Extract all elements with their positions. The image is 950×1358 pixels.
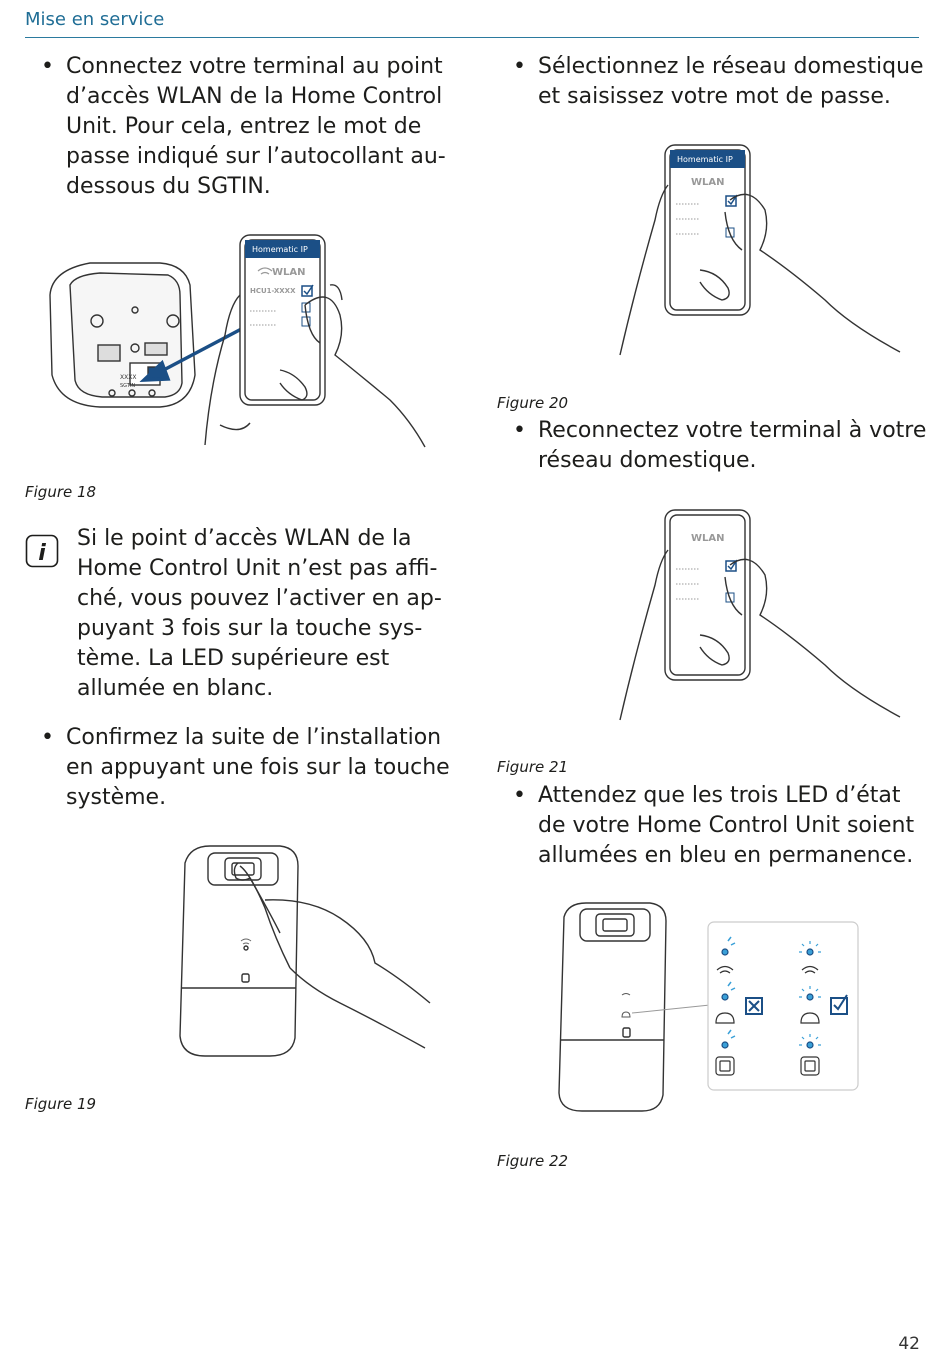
network-name: HCU1-XXXX — [250, 287, 296, 295]
instruction-reconnect — [497, 416, 927, 476]
note-text: Si le point d’accès WLAN de la Home Control Unit n’est pas affiché, vous pouvez l’activer en appuyant 3 fois sur la touche système. La LED supérieure est allumée en blanc. — [77, 526, 442, 701]
bullet-symbol: • — [513, 54, 526, 79]
figure-22-caption: Figure 22 — [497, 1152, 569, 1170]
figure-20-caption: Figure 20 — [497, 394, 569, 412]
bullet-symbol: • — [513, 418, 526, 443]
running-header — [25, 9, 919, 38]
app-title: Homematic IP — [252, 245, 308, 254]
figure-19-illustration — [170, 838, 440, 1063]
hand-illustration — [620, 185, 900, 355]
page-number: 42 — [898, 1334, 920, 1354]
smartphone — [665, 145, 750, 315]
instruction-wait-leds — [497, 781, 927, 871]
instruction-text: Reconnectez votre terminal à votre réseau domestique. — [538, 418, 927, 473]
info-icon — [25, 534, 59, 568]
wlan-label: WLAN — [691, 177, 725, 188]
hand-illustration — [620, 550, 900, 720]
instruction-confirm-installation — [25, 723, 455, 813]
figure-18-caption: Figure 18 — [25, 483, 97, 501]
instruction-text: Attendez que les trois LED d’état de votre Home Control Unit soient allumées en bleu en permanence. — [538, 783, 915, 868]
figure-20-illustration — [610, 140, 910, 360]
instruction-select-network — [497, 52, 927, 112]
svg-text:i: i — [38, 541, 46, 566]
instruction-connect-terminal — [25, 52, 455, 202]
instruction-text: Sélectionnez le réseau domestique et saisissez votre mot de passe. — [538, 54, 924, 109]
hcu-device-front — [180, 846, 298, 1056]
figure-18-illustration — [40, 225, 440, 455]
instruction-text: Connectez votre terminal au point d’accès WLAN de la Home Control Unit. Pour cela, entrez le mot de passe indiqué sur l’autocollant au-dessous du SGTIN. — [66, 54, 446, 199]
wlan-label: WLAN — [691, 533, 725, 544]
sticker-code: XXXX — [120, 374, 137, 381]
sticker-label: SGTIN — [120, 383, 136, 389]
info-note — [25, 524, 445, 704]
figure-21-caption: Figure 21 — [497, 758, 569, 776]
bullet-symbol: • — [41, 725, 54, 750]
bullet-symbol: • — [513, 783, 526, 808]
app-title: Homematic IP — [677, 155, 733, 164]
figure-22-illustration — [550, 895, 870, 1120]
hcu-device-front — [559, 903, 666, 1111]
figure-19-caption: Figure 19 — [25, 1095, 97, 1113]
bullet-symbol: • — [41, 54, 54, 79]
smartphone — [240, 235, 325, 405]
instruction-text: Confirmez la suite de l’installation en appuyant une fois sur la touche système. — [66, 725, 450, 810]
wlan-label: WLAN — [272, 267, 306, 278]
section-title: Mise en service — [25, 9, 165, 30]
figure-21-illustration — [610, 505, 910, 725]
